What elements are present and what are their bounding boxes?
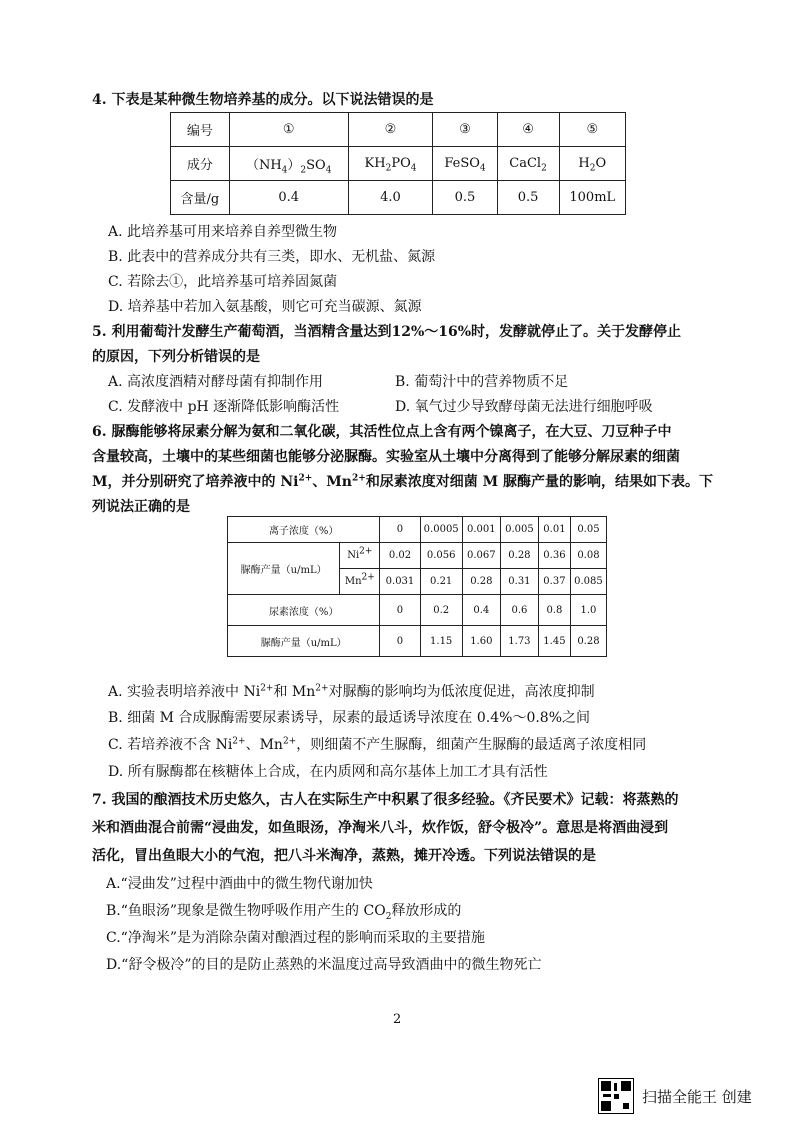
q5-option-d: D. 氧气过少导致酵母菌无法进行细胞呼吸	[395, 399, 653, 415]
table-cell: 0.5	[433, 181, 497, 215]
table-cell: 1.60	[462, 626, 500, 657]
q6-stem-line4: 列说法正确的是	[92, 499, 190, 515]
formula-kh2po4: $KH_2PO_4$	[348, 147, 433, 181]
table-cell: 0.4	[462, 595, 500, 626]
table-cell: 0.05	[570, 517, 606, 543]
table-cell: 0.37	[538, 569, 570, 595]
table-cell: 0.28	[570, 626, 606, 657]
q5-stem-line2: 的原因，下列分析错误的是	[92, 349, 260, 365]
page-number: 2	[393, 1012, 402, 1027]
q6-table	[227, 516, 607, 657]
table-row	[228, 626, 607, 657]
table-cell: 脲酶产量（u/mL）	[228, 626, 380, 657]
formula-nh4-2so4: $(NH_4)_2SO_4$	[229, 147, 348, 181]
formula-feso4: FeSO$_4$	[433, 147, 497, 181]
q6-stem-line1: 6. 脲酶能够将尿素分解为氨和二氧化碳，其活性位点上含有两个镍离子，在大豆、刀豆种子中	[92, 424, 672, 440]
table-cell: 0.085	[570, 569, 606, 595]
q4-table	[170, 112, 626, 215]
table-cell: 0.001	[462, 517, 500, 543]
table-cell: 0.36	[538, 543, 570, 569]
formula-h2o: $H_2O$	[559, 147, 625, 181]
q4-stem: 4. 下表是某种微生物培养基的成分。以下说法错误的是	[92, 92, 434, 108]
q6-option-d: D. 所有脲酶都在核糖体上合成，在内质网和高尔基体上加工才具有活性	[108, 764, 548, 780]
table-cell: 0.28	[500, 543, 538, 569]
q4-option-d: D. 培养基中若加入氨基酸，则它可充当碳源、氮源	[108, 299, 422, 315]
table-cell: 含量/g	[171, 181, 230, 215]
table-cell: 0.056	[420, 543, 462, 569]
table-cell: 0.2	[420, 595, 462, 626]
table-cell: 成分	[171, 147, 230, 181]
table-cell: 0	[380, 626, 420, 657]
table-cell: 0.21	[420, 569, 462, 595]
table-cell: 0.031	[380, 569, 420, 595]
q5-option-a: A. 高浓度酒精对酵母菌有抑制作用	[108, 374, 324, 390]
table-cell: 0.8	[538, 595, 570, 626]
table-cell: ④	[497, 113, 559, 147]
table-cell: 离子浓度（%）	[228, 517, 380, 543]
table-cell: 0.28	[462, 569, 500, 595]
table-cell: 0	[380, 595, 420, 626]
table-cell: ②	[348, 113, 433, 147]
mn-label-cell: Mn2+	[340, 569, 380, 595]
table-cell: 1.73	[500, 626, 538, 657]
table-cell: 1.0	[570, 595, 606, 626]
q7-option-b: B.“鱼眼汤”现象是微生物呼吸作用产生的 $CO_2$释放形成的	[106, 903, 462, 922]
table-cell: 0	[380, 517, 420, 543]
q6-option-c: C. 若培养液不含 $Ni^{2+}$、$Mn^{2+}$，则细菌不产生脲酶，细菌产生脲酶的最适离子浓度相同	[108, 736, 647, 753]
table-cell: 0.067	[462, 543, 500, 569]
q6-option-b: B. 细菌 M 合成脲酶需要尿素诱导，尿素的最适诱导浓度在 0.4%～0.8%之间	[108, 710, 591, 726]
table-cell: 0.5	[497, 181, 559, 215]
q4-option-b: B. 此表中的营养成分共有三类，即水、无机盐、氮源	[108, 249, 436, 265]
table-cell: 0.31	[500, 569, 538, 595]
table-cell: 100mL	[559, 181, 625, 215]
table-cell: 0.4	[229, 181, 348, 215]
table-cell: 0.08	[570, 543, 606, 569]
table-cell: 编号	[171, 113, 230, 147]
q6-stem-line3: M，并分别研究了培养液中的 $Ni^{2+}$、$Mn^{2+}$和尿素浓度对细菌 M 脲酶产量的影响，结果如下表。下	[92, 473, 714, 490]
table-row	[228, 543, 607, 569]
table-cell: 脲酶产量（u/mL）	[228, 543, 340, 595]
table-cell: 4.0	[348, 181, 433, 215]
table-row	[171, 147, 626, 181]
formula-cacl2: CaCl$_2$	[497, 147, 559, 181]
table-cell: 1.15	[420, 626, 462, 657]
q6-option-a: A. 实验表明培养液中 $Ni^{2+}$和 $Mn^{2+}$对脲酶的影响均为低浓度促进，高浓度抑制	[108, 683, 595, 700]
qr-code-icon	[598, 1078, 634, 1114]
ni-label-cell: Ni2+	[340, 543, 380, 569]
q7-option-a: A.“浸曲发”过程中酒曲中的微生物代谢加快	[106, 876, 373, 892]
table-row	[171, 113, 626, 147]
q7-option-d: D.“舒令极冷”的目的是防止蒸熟的米温度过高导致酒曲中的微生物死亡	[106, 957, 542, 973]
table-cell: 0.005	[500, 517, 538, 543]
table-cell: 1.45	[538, 626, 570, 657]
q5-option-b: B. 葡萄汁中的营养物质不足	[395, 374, 569, 390]
table-cell: ③	[433, 113, 497, 147]
scanner-watermark	[598, 1078, 752, 1114]
q6-stem-line2: 含量较高，土壤中的某些细菌也能够分泌脲酶。实验室从土壤中分离得到了能够分解尿素的细菌	[92, 449, 680, 465]
q7-option-c: C.“净淘米”是为消除杂菌对酿酒过程的影响而采取的主要措施	[106, 930, 485, 946]
q4-option-a: A. 此培养基可用来培养自养型微生物	[108, 224, 338, 240]
table-cell: 0.02	[380, 543, 420, 569]
table-cell: 0.01	[538, 517, 570, 543]
table-row	[228, 595, 607, 626]
table-row	[228, 517, 607, 543]
q5-option-c: C. 发酵液中 pH 逐渐降低影响酶活性	[108, 399, 340, 415]
q4-option-c: C. 若除去①，此培养基可培养固氮菌	[108, 274, 338, 290]
table-cell: 0.0005	[420, 517, 462, 543]
q7-stem-line1: 7. 我国的酿酒技术历史悠久，古人在实际生产中积累了很多经验。《齐民要术》记载：将蒸熟的	[92, 792, 679, 808]
table-cell: 0.6	[500, 595, 538, 626]
table-cell: 尿素浓度（%）	[228, 595, 380, 626]
table-cell: ⑤	[559, 113, 625, 147]
watermark-text: 扫描全能王 创建	[642, 1087, 752, 1106]
table-row	[171, 181, 626, 215]
q7-stem-line2: 米和酒曲混合前需“浸曲发，如鱼眼汤，净淘米八斗，炊作饭，舒令极冷”。意思是将酒曲浸到	[92, 820, 669, 836]
table-cell: ①	[229, 113, 348, 147]
q5-stem-line1: 5. 利用葡萄汁发酵生产葡萄酒，当酒精含量达到12%～16%时，发酵就停止了。关于发酵停止	[92, 324, 682, 340]
q7-stem-line3: 活化，冒出鱼眼大小的气泡，把八斗米淘净，蒸熟，摊开冷透。下列说法错误的是	[92, 848, 596, 864]
